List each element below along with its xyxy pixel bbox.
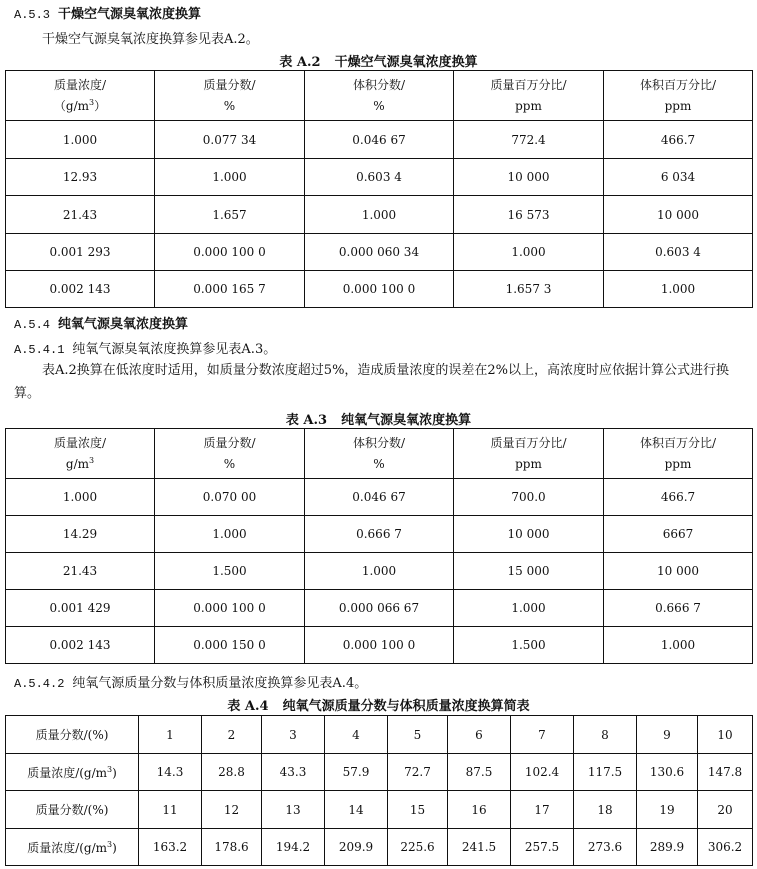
section-title: 纯氧气源臭氧浓度换算 — [58, 317, 189, 332]
table-cell: 21.43 — [6, 553, 155, 590]
table-cell: 1.657 3 — [454, 271, 604, 308]
concentration-cell: 241.5 — [448, 829, 511, 866]
table-cell: 1.500 — [454, 627, 604, 664]
concentration-cell: 178.6 — [202, 829, 262, 866]
section-text: 纯氧气源臭氧浓度换算参见表A.3。 — [72, 342, 277, 357]
table-row — [6, 234, 753, 271]
fraction-cell: 4 — [325, 716, 388, 754]
table-cell: 0.000 150 0 — [155, 627, 305, 664]
header-cell — [604, 429, 753, 479]
unit-superscript: 3 — [89, 456, 95, 465]
table-cell: 12.93 — [6, 159, 155, 196]
fraction-cell: 11 — [139, 791, 202, 829]
fraction-cell: 10 — [698, 716, 753, 754]
concentration-label-end: ) — [112, 840, 117, 855]
concentration-cell: 209.9 — [325, 829, 388, 866]
header-cell — [305, 71, 454, 121]
header-unit — [604, 452, 752, 473]
table-cell: 10 000 — [604, 196, 753, 234]
header-cell — [155, 429, 305, 479]
unit-superscript: 3 — [89, 98, 95, 107]
table-cell: 16 573 — [454, 196, 604, 234]
table-caption-a2 — [0, 51, 757, 70]
table-cell: 0.000 100 0 — [155, 234, 305, 271]
header-unit — [155, 452, 304, 473]
table-a2 — [5, 70, 753, 308]
concentration-cell: 289.9 — [637, 829, 698, 866]
fraction-cell: 12 — [202, 791, 262, 829]
table-cell: 0.000 100 0 — [305, 627, 454, 664]
header-label: 质量百万分比/ — [490, 436, 567, 450]
section-heading-a53 — [14, 3, 201, 22]
table-cell: 1.657 — [155, 196, 305, 234]
concentration-row — [6, 754, 753, 791]
header-cell — [454, 429, 604, 479]
table-row — [6, 627, 753, 664]
table-cell: 0.000 100 0 — [155, 590, 305, 627]
section-number: A.5.4.2 — [14, 677, 65, 691]
unit-text: ppm — [664, 457, 692, 471]
section-number: A.5.4 — [14, 318, 51, 332]
table-cell: 1.000 — [454, 590, 604, 627]
table-cell: 0.046 67 — [305, 479, 454, 516]
fraction-cell: 2 — [202, 716, 262, 754]
table-cell: 21.43 — [6, 196, 155, 234]
header-unit — [454, 94, 603, 115]
table-cell: 0.077 34 — [155, 121, 305, 159]
caption-label: 表 A.2 — [279, 55, 321, 70]
table-cell: 0.070 00 — [155, 479, 305, 516]
fraction-cell: 9 — [637, 716, 698, 754]
table-row — [6, 479, 753, 516]
header-cell — [155, 71, 305, 121]
table-cell: 0.000 066 67 — [305, 590, 454, 627]
fraction-cell: 6 — [448, 716, 511, 754]
fraction-cell: 1 — [139, 716, 202, 754]
caption-label: 表 A.3 — [285, 413, 328, 428]
table-cell: 10 000 — [454, 159, 604, 196]
table-cell: 0.000 060 34 — [305, 234, 454, 271]
table-cell: 0.000 100 0 — [305, 271, 454, 308]
table-cell: 1.000 — [305, 196, 454, 234]
fraction-cell: 5 — [388, 716, 448, 754]
table-cell: 466.7 — [604, 121, 753, 159]
concentration-label — [6, 754, 139, 791]
unit-text: g/m — [65, 457, 89, 471]
table-row — [6, 121, 753, 159]
table-cell: 0.001 293 — [6, 234, 155, 271]
section-number: A.5.3 — [14, 8, 51, 22]
header-unit — [6, 452, 154, 473]
concentration-cell: 273.6 — [574, 829, 637, 866]
table-cell: 0.001 429 — [6, 590, 155, 627]
fraction-cell: 8 — [574, 716, 637, 754]
header-unit — [604, 94, 752, 115]
table-cell: 1.000 — [155, 159, 305, 196]
table-caption-a4 — [0, 695, 757, 714]
fraction-cell: 3 — [262, 716, 325, 754]
concentration-cell: 72.7 — [388, 754, 448, 791]
table-cell: 1.000 — [454, 234, 604, 271]
fraction-cell: 13 — [262, 791, 325, 829]
header-cell — [6, 71, 155, 121]
table-cell: 0.666 7 — [604, 590, 753, 627]
table-cell: 1.500 — [155, 553, 305, 590]
concentration-label-text: 质量浓度/(g/m — [27, 840, 108, 855]
table-cell: 0.002 143 — [6, 627, 155, 664]
table-row — [6, 196, 753, 234]
table-cell: 1.000 — [604, 271, 753, 308]
concentration-cell: 87.5 — [448, 754, 511, 791]
table-cell: 6 034 — [604, 159, 753, 196]
caption-title: 纯氧气源臭氧浓度换算 — [341, 413, 472, 428]
unit-text: ppm — [515, 99, 542, 113]
table-row — [6, 516, 753, 553]
section-a541 — [14, 338, 276, 357]
section-text: 干燥空气源臭氧浓度换算参见表A.2。 — [42, 32, 259, 47]
caption-label: 表 A.4 — [227, 699, 269, 714]
fraction-cell: 14 — [325, 791, 388, 829]
concentration-cell: 163.2 — [139, 829, 202, 866]
header-label: 质量分数/ — [203, 78, 256, 92]
table-cell: 772.4 — [454, 121, 604, 159]
caption-title: 纯氧气源质量分数与体积质量浓度换算简表 — [282, 699, 530, 714]
fraction-row — [6, 716, 753, 754]
concentration-cell: 14.3 — [139, 754, 202, 791]
table-cell: 0.046 67 — [305, 121, 454, 159]
header-label: 质量百万分比/ — [490, 78, 567, 92]
table-row — [6, 271, 753, 308]
section-a542 — [14, 672, 367, 691]
concentration-cell: 57.9 — [325, 754, 388, 791]
concentration-row — [6, 829, 753, 866]
table-cell: 1.000 — [155, 516, 305, 553]
section-number: A.5.4.1 — [14, 343, 65, 357]
table-cell: 10 000 — [454, 516, 604, 553]
header-cell — [604, 71, 753, 121]
table-cell: 466.7 — [604, 479, 753, 516]
header-cell — [454, 71, 604, 121]
fraction-row — [6, 791, 753, 829]
table-cell: 14.29 — [6, 516, 155, 553]
concentration-cell: 43.3 — [262, 754, 325, 791]
table-cell: 6667 — [604, 516, 753, 553]
header-row — [6, 429, 753, 479]
section-heading-a54 — [14, 313, 188, 332]
unit-text: % — [373, 99, 385, 113]
table-cell: 0.603 4 — [305, 159, 454, 196]
unit-text: % — [373, 457, 385, 471]
table-cell: 0.002 143 — [6, 271, 155, 308]
concentration-label-sup: 3 — [107, 764, 113, 774]
table-cell: 15 000 — [454, 553, 604, 590]
table-row — [6, 590, 753, 627]
table-cell: 0.603 4 — [604, 234, 753, 271]
table-cell: 0.000 165 7 — [155, 271, 305, 308]
header-label: 体积分数/ — [352, 436, 406, 450]
header-label: 质量浓度/ — [53, 436, 107, 450]
header-label: 体积分数/ — [352, 78, 406, 92]
concentration-label — [6, 829, 139, 866]
fraction-cell: 20 — [698, 791, 753, 829]
table-cell: 1.000 — [6, 121, 155, 159]
fraction-cell: 15 — [388, 791, 448, 829]
table-a3 — [5, 428, 753, 664]
table-cell: 700.0 — [454, 479, 604, 516]
unit-text-end: ） — [94, 99, 107, 113]
unit-text: ppm — [664, 99, 692, 113]
table-cell: 10 000 — [604, 553, 753, 590]
unit-text: ppm — [515, 457, 542, 471]
concentration-cell: 147.8 — [698, 754, 753, 791]
header-cell — [305, 429, 454, 479]
table-row — [6, 159, 753, 196]
note-paragraph: 表A.2换算在低浓度时适用，如质量分数浓度超过5%，造成质量浓度的误差在2%以上，高浓度时应依据计算公式进行换算。 — [14, 363, 730, 401]
header-unit — [454, 452, 603, 473]
header-unit — [305, 94, 453, 115]
table-cell: 1.000 — [305, 553, 454, 590]
table-cell: 1.000 — [604, 627, 753, 664]
caption-title: 干燥空气源臭氧浓度换算 — [334, 55, 478, 70]
fraction-label: 质量分数/(%) — [6, 791, 139, 829]
table-cell: 1.000 — [6, 479, 155, 516]
header-unit — [6, 94, 154, 115]
table-a4 — [5, 715, 753, 866]
fraction-cell: 7 — [511, 716, 574, 754]
concentration-label-end: ) — [112, 765, 117, 780]
concentration-cell: 306.2 — [698, 829, 753, 866]
header-label: 体积百万分比/ — [639, 436, 717, 450]
concentration-cell: 194.2 — [262, 829, 325, 866]
header-label: 体积百万分比/ — [639, 78, 717, 92]
concentration-cell: 225.6 — [388, 829, 448, 866]
table-caption-a3 — [0, 409, 757, 428]
section-text: 纯氧气源质量分数与体积质量浓度换算参见表A.4。 — [72, 676, 368, 691]
fraction-cell: 18 — [574, 791, 637, 829]
unit-text: % — [223, 457, 236, 471]
concentration-cell: 117.5 — [574, 754, 637, 791]
header-row — [6, 71, 753, 121]
header-unit — [305, 452, 453, 473]
concentration-cell: 102.4 — [511, 754, 574, 791]
header-cell — [6, 429, 155, 479]
concentration-cell: 130.6 — [637, 754, 698, 791]
unit-text: % — [223, 99, 236, 113]
header-unit — [155, 94, 304, 115]
section-title: 干燥空气源臭氧浓度换算 — [58, 7, 202, 22]
concentration-label-sup: 3 — [107, 839, 113, 849]
fraction-cell: 17 — [511, 791, 574, 829]
fraction-cell: 16 — [448, 791, 511, 829]
concentration-cell: 257.5 — [511, 829, 574, 866]
unit-text: （g/m — [53, 99, 89, 113]
table-cell: 0.666 7 — [305, 516, 454, 553]
header-label: 质量浓度/ — [53, 78, 107, 92]
header-label: 质量分数/ — [203, 436, 256, 450]
fraction-cell: 19 — [637, 791, 698, 829]
fraction-label: 质量分数/(%) — [6, 716, 139, 754]
concentration-label-text: 质量浓度/(g/m — [27, 765, 108, 780]
table-row — [6, 553, 753, 590]
concentration-cell: 28.8 — [202, 754, 262, 791]
